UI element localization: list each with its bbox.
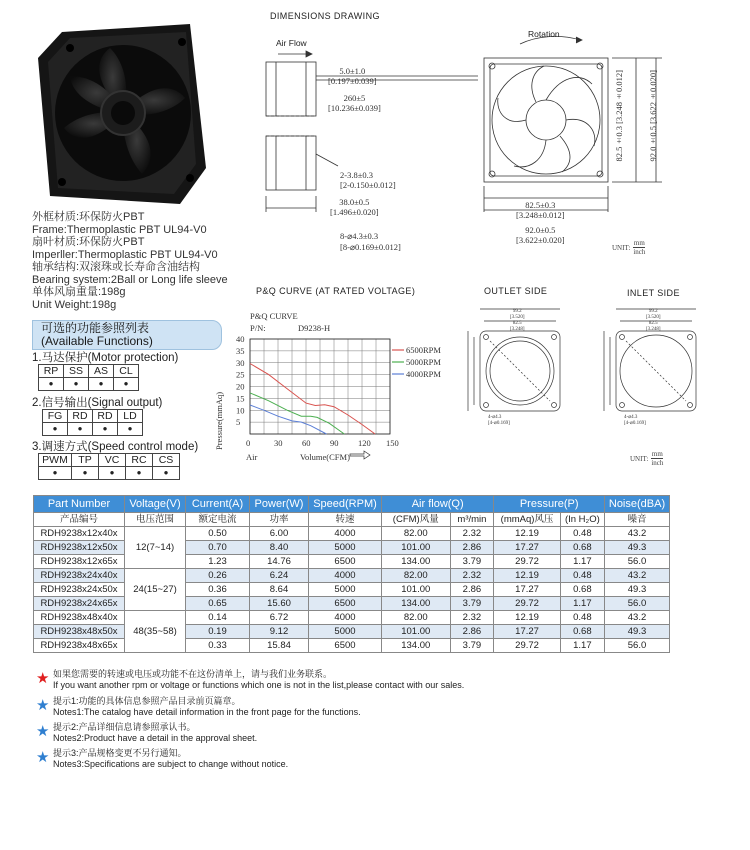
cell-part-number: RDH9238x48x65x — [34, 639, 125, 653]
cell-value: 82.00 — [382, 569, 451, 583]
cell-value: 0.48 — [560, 527, 604, 541]
x-tick-label: 120 — [358, 438, 371, 448]
cell-value: 0.36 — [186, 583, 250, 597]
y-tick-label: 25 — [236, 369, 245, 380]
cell-value: 0.68 — [560, 583, 604, 597]
chart-title: P&Q CURVE — [250, 311, 298, 321]
cell-value: 56.0 — [605, 597, 670, 611]
outlet-dim-top: 99.2 [3.520] 82.5 [3.248] — [510, 309, 525, 332]
cell-value: 6.72 — [250, 611, 309, 625]
unit-legend-top: UNIT: mm inch — [612, 239, 646, 256]
cell-value: 2.32 — [450, 611, 494, 625]
table-row — [34, 611, 670, 625]
cell-voltage: 12(7~14) — [125, 527, 186, 569]
cell-value: 4000 — [309, 527, 382, 541]
y-axis-label: Pressure(mmAq) — [214, 391, 224, 450]
signal-output-label: 2.信号输出(Signal output) — [32, 397, 163, 409]
cell-value: 2.32 — [450, 569, 494, 583]
y-tick-label: 5 — [236, 417, 241, 428]
cell-part-number: RDH9238x12x40x — [34, 527, 125, 541]
cell-value: 101.00 — [382, 541, 451, 555]
cell-value: 2.86 — [450, 541, 494, 555]
cell-part-number: RDH9238x12x65x — [34, 555, 125, 569]
cell-value: 6.24 — [250, 569, 309, 583]
x-tick-label: 60 — [302, 438, 311, 448]
cell-part-number: RDH9238x12x50x — [34, 541, 125, 555]
x-tick-label: 30 — [274, 438, 283, 448]
dim-vertical-frame: 92.0±0.5 [3.622±0.020] — [648, 70, 658, 162]
cell-value: 101.00 — [382, 625, 451, 639]
x-axis-arrow — [350, 451, 370, 459]
cell-value: 0.68 — [560, 541, 604, 555]
speed-control-table: PWM TP VC RC CS ● ● ● ● ● — [38, 453, 180, 480]
table-row — [34, 527, 670, 541]
dim-hole-size: 2-3.8±0.3 [2-0.150±0.012] — [340, 170, 396, 190]
y-tick-label: 30 — [236, 357, 245, 368]
star-icon: ★ — [36, 670, 50, 687]
cell-value: 82.00 — [382, 527, 451, 541]
cell-value: 82.00 — [382, 611, 451, 625]
chart-model-label: P/N: — [250, 323, 266, 333]
spec-table: Part Number Voltage(V) Current(A) Power(W) Speed(RPM) Air flow(Q) Pressure(P) Noise(dBA) 产品编号 电压范围 额定电流 功率 转速 (CFM)风量 m³/min (mmAq)风压 (In H₂O) 噪音 RDH9238x12x40x 12(7~14) 0.50 6.00 4000 82.00 2.32 12.19 0.48 43.2 RDH9238x12x50x 0.70 8.40 5000 101.00 2.86 17.27 0.68 49.3 RDH9238x12x65x 1.23 14.76 6500 134.00 3.79 29.72 1.17 56.0 RDH9238x24x40x 24(15~27) 0.26 6.24 4000 82.00 2.32 12.19 0.48 43.2 RDH9238x24x50x 0.36 8.64 5000 101.00 2.86 17.27 0.68 49.3 RDH9238x24x65x 0.65 15.60 6500 134.00 3.79 29.72 1.17 56.0 RDH9238x48x40x 48(35~58) 0.14 6.72 4000 82.00 2.32 12.19 0.48 43.2 RDH9238x48x50x 0.19 9.12 5000 101.00 2.86 17.27 0.68 49.3 RDH9238x48x65x 0.33 15.84 6500 134.00 3.79 29.72 1.17 56.0 — [33, 495, 670, 653]
inlet-side-heading: INLET SIDE — [627, 288, 680, 298]
x-tick-label: 0 — [246, 438, 251, 448]
legend-label: 5000RPM — [406, 357, 441, 367]
legend-label: 4000RPM — [406, 369, 441, 379]
x-tick-label: 90 — [330, 438, 339, 448]
series-line-6500RPM — [250, 364, 375, 435]
cell-value: 0.19 — [186, 625, 250, 639]
cell-value: 5000 — [309, 583, 382, 597]
cell-value: 49.3 — [605, 625, 670, 639]
col-airflow: Air flow(Q) — [382, 496, 494, 513]
motor-protection-label: 1.马达保护(Motor protection) — [32, 352, 179, 364]
cell-value: 0.48 — [560, 569, 604, 583]
cell-value: 43.2 — [605, 611, 670, 625]
cell-value: 0.68 — [560, 625, 604, 639]
series-line-4000RPM — [250, 405, 327, 434]
air-flow-label: Air Flow — [276, 38, 307, 48]
dim-thickness: 38.0±0.5 [1.496±0.020] — [330, 197, 379, 217]
cell-value: 12.19 — [494, 527, 560, 541]
star-icon: ★ — [36, 749, 50, 766]
cell-value: 5000 — [309, 625, 382, 639]
x-axis-label: Volume(CFM) — [300, 452, 350, 462]
cell-value: 1.23 — [186, 555, 250, 569]
y-tick-label: 40 — [236, 334, 245, 344]
dim-hole-spacing: 82.5±0.3 [3.248±0.012] — [516, 200, 565, 220]
pq-curve-chart — [210, 305, 450, 465]
outlet-side-heading: OUTLET SIDE — [484, 286, 548, 296]
cell-value: 0.48 — [560, 611, 604, 625]
cell-value: 56.0 — [605, 555, 670, 569]
cell-value: 6500 — [309, 597, 382, 611]
cell-value: 4000 — [309, 569, 382, 583]
star-icon: ★ — [36, 697, 50, 714]
cell-voltage: 24(15~27) — [125, 569, 186, 611]
note-1: ★ 提示1:功能的具体信息参照产品目录前页篇章。 Notes1:The catalog have detail information in the front page for the functions. — [36, 696, 361, 717]
dim-lead-length: 5.0±1.0 [0.197±0.039] — [328, 66, 377, 86]
cell-value: 134.00 — [382, 555, 451, 569]
y-tick-label: 20 — [236, 381, 245, 392]
cell-part-number: RDH9238x24x50x — [34, 583, 125, 597]
cell-value: 43.2 — [605, 527, 670, 541]
dim-frame-width: 92.0±0.5 [3.622±0.020] — [516, 225, 565, 245]
cell-value: 0.50 — [186, 527, 250, 541]
cell-value: 0.33 — [186, 639, 250, 653]
col-noise: Noise(dBA) — [605, 496, 670, 513]
dim-vertical-hole-spacing: 82.5±0.3 [3.248±0.012] — [614, 70, 624, 162]
cell-value: 6.00 — [250, 527, 309, 541]
table-row — [34, 569, 670, 583]
material-specs: 外框材质:环保防火PBT Frame:Thermoplastic PBT UL94-V0 扇叶材质:环保防火PBT Imperller:Thermoplastic PBT UL94-V0 轴承结构:双滚珠或长寿命含油结构 Bearing system:2Ball or Long life sleeve 单体风扇重量:198g Unit Weight:198g — [32, 211, 228, 311]
cell-value: 12.19 — [494, 569, 560, 583]
available-functions-title: 可选的功能参照列表 (Available Functions) — [32, 320, 222, 350]
fan-photo — [30, 18, 212, 208]
cell-value: 5000 — [309, 541, 382, 555]
y-tick-label: 35 — [236, 345, 245, 356]
col-part-number: Part Number — [34, 496, 125, 513]
cell-value: 1.17 — [560, 597, 604, 611]
cell-value: 8.40 — [250, 541, 309, 555]
cell-part-number: RDH9238x48x50x — [34, 625, 125, 639]
note-2: ★ 提示2:产品详细信息请参照承认书。 Notes2:Product have a detail in the approval sheet. — [36, 722, 258, 743]
cell-value: 0.65 — [186, 597, 250, 611]
star-icon: ★ — [36, 723, 50, 740]
cell-value: 12.19 — [494, 611, 560, 625]
cell-value: 3.79 — [450, 639, 494, 653]
cell-value: 0.14 — [186, 611, 250, 625]
inlet-dim-top: 99.2 [3.520] 82.5 [3.248] — [646, 309, 661, 332]
cell-value: 3.79 — [450, 597, 494, 611]
cell-part-number: RDH9238x24x65x — [34, 597, 125, 611]
note-contact: ★ 如果您需要的转速或电压或功能不在这份清单上，请与我们业务联系。 If you want another rpm or voltage or functions which one is not in the list,please contact with our sales. — [36, 669, 465, 690]
cell-value: 134.00 — [382, 597, 451, 611]
x-axis-prefix: Air — [246, 452, 258, 462]
cell-value: 2.32 — [450, 527, 494, 541]
cell-value: 17.27 — [494, 625, 560, 639]
col-voltage: Voltage(V) — [125, 496, 186, 513]
unit-legend-bottom: UNIT: mm inch — [630, 450, 664, 467]
cell-value: 1.17 — [560, 555, 604, 569]
dim-mount-holes: 8-⌀4.3±0.3 [8-⌀0.169±0.012] — [340, 231, 401, 252]
cell-value: 29.72 — [494, 597, 560, 611]
cell-value: 6500 — [309, 555, 382, 569]
legend-label: 6500RPM — [406, 345, 441, 355]
signal-output-table: FG RD RD LD ● ● ● ● — [42, 409, 143, 436]
col-current: Current(A) — [186, 496, 250, 513]
col-speed: Speed(RPM) — [309, 496, 382, 513]
cell-value: 8.64 — [250, 583, 309, 597]
cell-value: 29.72 — [494, 639, 560, 653]
cell-value: 3.79 — [450, 555, 494, 569]
front-view-drawing — [470, 36, 670, 226]
y-tick-label: 15 — [236, 393, 245, 404]
cell-value: 134.00 — [382, 639, 451, 653]
cell-value: 56.0 — [605, 639, 670, 653]
cell-value: 17.27 — [494, 541, 560, 555]
cell-value: 9.12 — [250, 625, 309, 639]
cell-value: 4000 — [309, 611, 382, 625]
inlet-dim-holes: 4-⌀4.3 [4-⌀0.169] — [624, 415, 646, 426]
cell-value: 14.76 — [250, 555, 309, 569]
outlet-dim-holes: 4-⌀4.3 [4-⌀0.169] — [488, 415, 510, 426]
col-power: Power(W) — [250, 496, 309, 513]
cell-value: 101.00 — [382, 583, 451, 597]
cell-value: 0.26 — [186, 569, 250, 583]
cell-value: 49.3 — [605, 583, 670, 597]
note-3: ★ 提示3:产品规格变更不另行通知。 Notes3:Specifications are subject to change without notice. — [36, 748, 289, 769]
cell-value: 15.84 — [250, 639, 309, 653]
cell-value: 49.3 — [605, 541, 670, 555]
rotation-label: Rotation — [528, 29, 560, 39]
cell-part-number: RDH9238x24x40x — [34, 569, 125, 583]
motor-protection-table: RP SS AS CL ● ● ● ● — [38, 364, 139, 391]
cell-value: 17.27 — [494, 583, 560, 597]
cell-value: 1.17 — [560, 639, 604, 653]
cell-value: 43.2 — [605, 569, 670, 583]
pq-curve-heading: P&Q CURVE (AT RATED VOLTAGE) — [256, 286, 416, 296]
chart-model: D9238-H — [298, 323, 331, 333]
cell-value: 2.86 — [450, 625, 494, 639]
y-tick-label: 10 — [236, 405, 245, 416]
col-pressure: Pressure(P) — [494, 496, 605, 513]
cell-value: 6500 — [309, 639, 382, 653]
cell-value: 29.72 — [494, 555, 560, 569]
speed-control-label: 3.调速方式(Speed control mode) — [32, 441, 199, 453]
cell-value: 15.60 — [250, 597, 309, 611]
cell-value: 2.86 — [450, 583, 494, 597]
dim-wire-length: 260±5 [10.236±0.039] — [328, 93, 381, 113]
dimensions-drawing-heading: DIMENSIONS DRAWING — [270, 11, 380, 21]
cell-value: 0.70 — [186, 541, 250, 555]
cell-voltage: 48(35~58) — [125, 611, 186, 653]
cell-part-number: RDH9238x48x40x — [34, 611, 125, 625]
x-tick-label: 150 — [386, 438, 399, 448]
